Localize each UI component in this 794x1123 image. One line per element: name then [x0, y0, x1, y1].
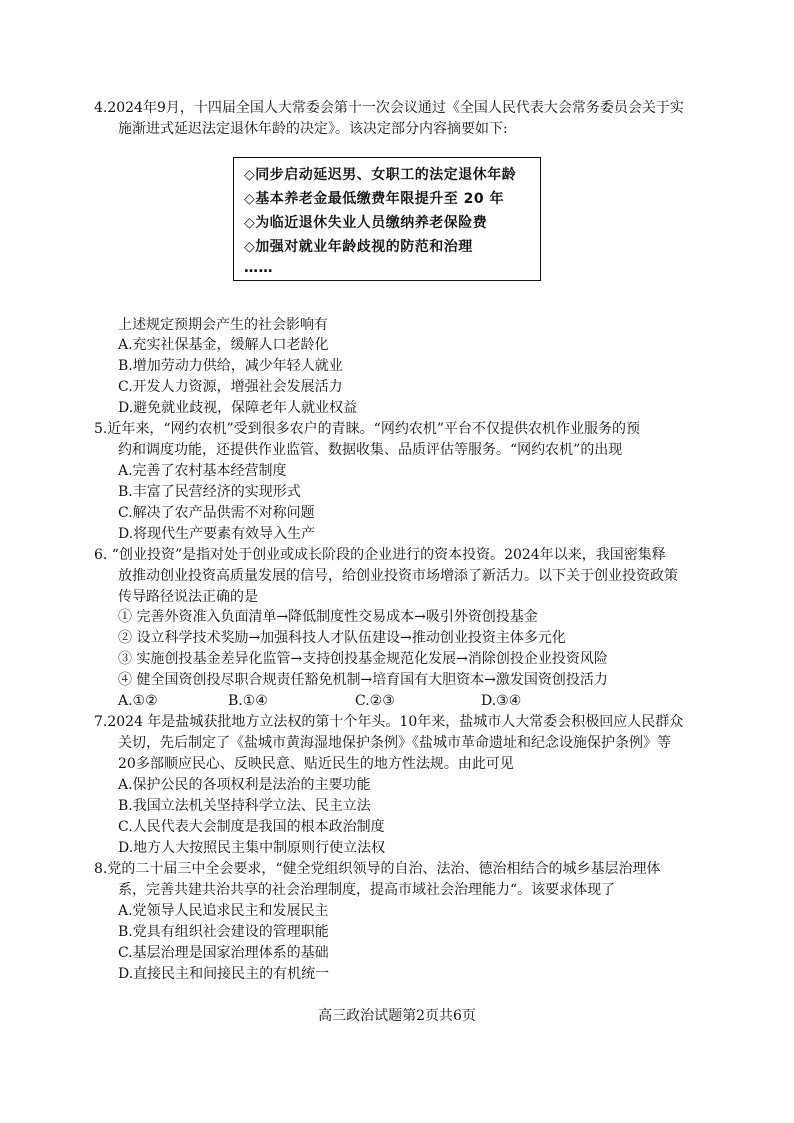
- q8-option-c: C.基层治理是国家治理体系的基础: [118, 945, 329, 961]
- q5-option-d: D.将现代生产要素有效导入生产: [118, 526, 316, 542]
- q6-stem-line1: 6. “创业投资”是指对处于创业或成长阶段的企业进行的资本投资。2024年以来，我国密集释: [94, 547, 666, 563]
- q6-choices: [118, 691, 521, 711]
- q4-box-line: ◇同步启动延迟男、女职工的法定退休年龄: [244, 167, 517, 183]
- q6-choice-a: A.①②: [118, 693, 158, 709]
- q5-option-a: A.完善了农村基本经营制度: [118, 463, 287, 479]
- q4-option-b: B.增加劳动力供给，减少年轻人就业: [118, 358, 343, 374]
- q7-option-a: A.保护公民的各项权利是法治的主要功能: [118, 777, 371, 793]
- q6-item-4: ④ 健全国资创投尽职合规责任豁免机制→培育国有大胆资本→激发国资创投活力: [118, 672, 608, 688]
- q6-stem-line2: 放推动创业投资高质量发展的信号，给创业投资市场增添了新活力。以下关于创业投资政策: [118, 568, 678, 584]
- q8-option-d: D.直接民主和间接民主的有机统一: [118, 966, 330, 982]
- q7-option-b: B.我国立法机关坚持科学立法、民主立法: [118, 798, 371, 814]
- q6-choice-b: B.①④: [228, 693, 268, 709]
- q8-stem-line2: 系，完善共建共治共享的社会治理制度，提高市域社会治理能力“。该要求体现了: [118, 882, 616, 898]
- q4-option-a: A.充实社保基金，缓解人口老龄化: [118, 337, 329, 353]
- q7-stem-line3: 20多部顺应民心、反映民意、贴近民生的地方性法规。由此可见: [118, 756, 514, 772]
- q8-option-b: B.党具有组织社会建设的管理职能: [118, 924, 329, 940]
- q7-option-c: C.人民代表大会制度是我国的根本政治制度: [118, 819, 385, 835]
- q7-stem-line2: 关切，先后制定了《盐城市黄海湿地保护条例》《盐城市革命遗址和纪念设施保护条例》等: [118, 735, 671, 751]
- q5-option-b: B.丰富了民营经济的实现形式: [118, 484, 301, 500]
- q5-stem-line1: 5.近年来，“网约农机”受到很多农户的青睐。“网约农机”平台不仅提供农机作业服务的预: [94, 421, 640, 437]
- q4-box-line: ……: [244, 260, 273, 276]
- q4-option-c: C.开发人力资源，增强社会发展活力: [118, 379, 343, 395]
- q4-stem-line1: 4.2024年9月，十四届全国人大常委会第十一次会议通过《全国人民代表大会常务委员会关于实: [94, 100, 684, 116]
- q4-box-line: ◇加强对就业年龄歧视的防范和治理: [244, 239, 473, 255]
- q6-item-3: ③ 实施创投基金差异化监管→支持创投基金规范化发展→消除创投企业投资风险: [118, 651, 608, 667]
- q6-item-2: ② 设立科学技术奖励→加强科技人才队伍建设→推动创业投资主体多元化: [118, 630, 566, 646]
- q6-item-1: ① 完善外资准入负面清单→降低制度性交易成本→吸引外资创投基金: [118, 609, 538, 625]
- q5-stem-line2: 约和调度功能，还提供作业监管、数据收集、品质评估等服务。“网约农机”的出现: [118, 442, 623, 458]
- q7-option-d: D.地方人大按照民主集中制原则行使立法权: [118, 840, 386, 856]
- q7-stem-line1: 7.2024 年是盐城获批地方立法权的第十个年头。10年来，盐城市人大常委会积极回应人民群众: [94, 714, 684, 730]
- q4-stem-line2: 施渐进式延迟法定退休年龄的决定》。该决定部分内容摘要如下:: [118, 121, 508, 137]
- q4-excerpt-box: [233, 157, 541, 281]
- q4-box-line: ◇基本养老金最低缴费年限提升至 20 年: [244, 191, 504, 207]
- q8-stem-line1: 8.党的二十届三中全会要求，“健全党组织领导的自治、法治、德治相结合的城乡基层治理体: [94, 861, 661, 877]
- page-footer: 高三政治试题第2页共6页: [318, 1008, 476, 1024]
- q6-choice-d: D.③④: [481, 693, 522, 709]
- q6-choice-c: C.②③: [355, 693, 395, 709]
- q8-option-a: A.党领导人民追求民主和发展民主: [118, 903, 329, 919]
- q4-option-d: D.避免就业歧视，保障老年人就业权益: [118, 400, 358, 416]
- q5-option-c: C.解决了农产品供需不对称问题: [118, 505, 315, 521]
- q6-stem-line3: 传导路径说法正确的是: [118, 589, 258, 605]
- q4-box-line: ◇为临近退休失业人员缴纳养老保险费: [244, 215, 488, 231]
- q4-question: 上述规定预期会产生的社会影响有: [118, 317, 328, 333]
